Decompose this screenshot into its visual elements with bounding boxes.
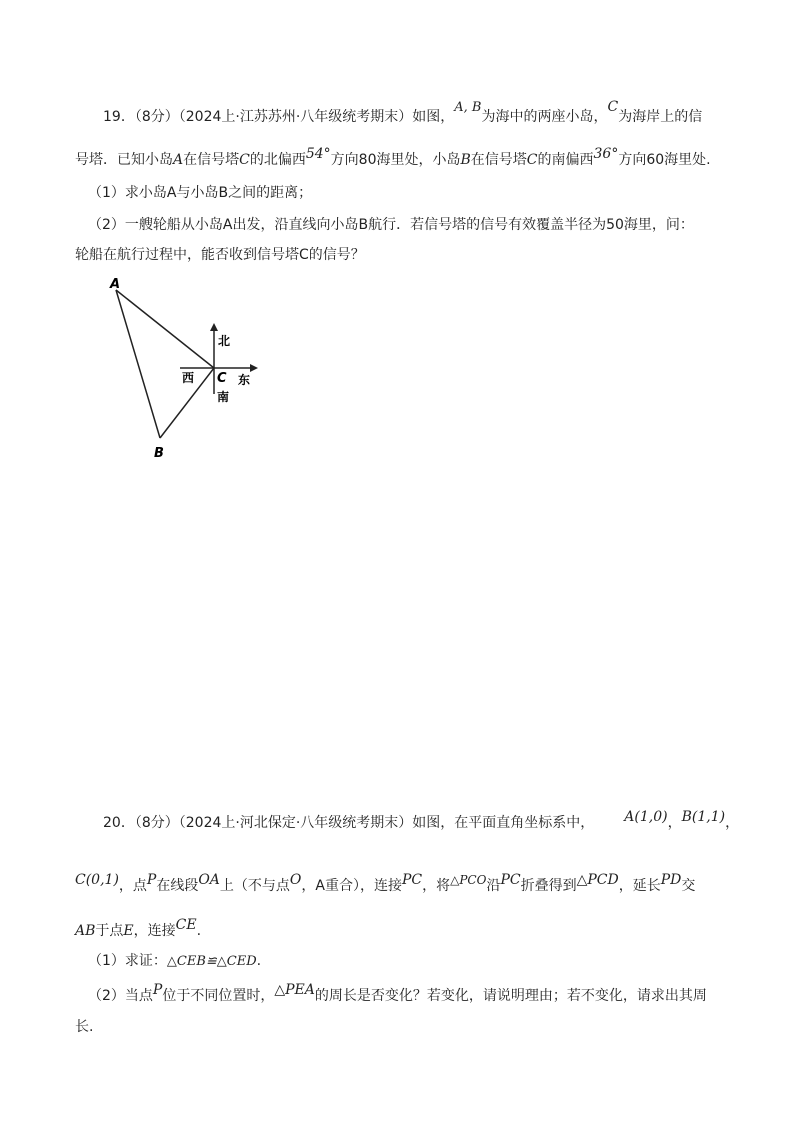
text: 方向60海里处.: [618, 152, 711, 168]
text: 为海岸上的信: [618, 109, 703, 125]
text: 折叠得到: [520, 878, 577, 894]
math-congruence: △CEB≌△CED: [166, 954, 257, 969]
point-b: B(1,1): [681, 809, 726, 825]
text: ，将: [422, 878, 451, 894]
math-a: A: [173, 152, 184, 168]
label-east: 东: [238, 373, 251, 387]
point-c: C(0,1): [75, 872, 119, 888]
text: 的周长是否变化？若变化，请说明理由；若不变化，请求出其周: [314, 988, 707, 1004]
question-number: 20．: [103, 815, 135, 831]
text: 号塔．已知小岛: [75, 152, 173, 168]
math-c: C: [607, 99, 619, 115]
math-pd: PD: [660, 872, 682, 888]
q20-line-2: [75, 872, 740, 896]
q20-part-2: [88, 982, 740, 1006]
label-north: 北: [218, 334, 231, 348]
question-source: （2024上·河北保定·八年级统考期末）如图，在平面直角坐标系中，: [178, 815, 595, 831]
text: 沿: [486, 878, 501, 894]
question-score: （8分）: [134, 109, 179, 125]
label-c: C: [217, 371, 227, 386]
math-triangle-pea: △PEA: [274, 982, 315, 998]
text: 在信号塔: [183, 152, 240, 168]
compass-figure: [100, 272, 280, 467]
text: （1）求证：: [88, 953, 167, 969]
text: ，延长: [618, 878, 661, 894]
math-o: O: [289, 872, 302, 888]
q19-line-1: [103, 99, 740, 128]
label-west: 西: [182, 371, 195, 385]
text: ，: [725, 815, 740, 831]
text: 在线段: [156, 878, 199, 894]
text: ，点: [118, 878, 147, 894]
math-ce: CE: [175, 917, 197, 933]
label-south: 南: [217, 390, 230, 404]
text: 交: [681, 878, 696, 894]
q19-line-2: [75, 146, 740, 170]
angle-36: 36°: [593, 146, 619, 162]
text: .: [196, 923, 202, 939]
point-a: A(1,0): [624, 809, 668, 825]
segment-ac: [116, 290, 214, 368]
text: （2）当点: [88, 988, 153, 1004]
math-ab: A, B: [454, 100, 482, 115]
math-e: E: [123, 923, 134, 939]
angle-54: 54°: [305, 146, 331, 162]
math-c: C: [239, 152, 250, 168]
math-triangle-pco: △PCO: [450, 873, 487, 887]
q20-part-2-cont: 长.: [75, 1019, 94, 1035]
text: 为海中的两座小岛，: [481, 109, 608, 125]
text: ，连接: [133, 923, 176, 939]
question-source: （2024上·江苏苏州·八年级统考期末）如图，: [178, 109, 455, 125]
question-number: 19．: [103, 109, 135, 125]
q20-part-1: [88, 951, 740, 972]
text: 的北偏西: [249, 152, 306, 168]
text: .: [256, 953, 262, 969]
text: 方向80海里处，小岛: [330, 152, 461, 168]
text: 在信号塔: [470, 152, 527, 168]
q19-part-2-cont: 轮船在航行过程中，能否收到信号塔C的信号？: [75, 247, 365, 263]
q19-part-2: （2）一艘轮船从小岛A出发，沿直线向小岛B航行．若信号塔的信号有效覆盖半径为50海里，问：: [88, 217, 694, 233]
q19-part-1: （1）求小岛A与小岛B之间的距离；: [88, 185, 313, 201]
q20-line-1: [103, 809, 740, 833]
math-p: P: [152, 982, 163, 998]
text: 的南偏西: [537, 152, 594, 168]
text: ，A重合），连接: [301, 878, 402, 894]
text: 上（不与点: [219, 878, 290, 894]
math-pc: PC: [401, 872, 423, 888]
math-p: P: [146, 872, 157, 888]
east-arrow: [250, 364, 258, 372]
label-a: A: [110, 277, 121, 292]
segment-ab: [116, 290, 160, 438]
math-oa: OA: [198, 872, 220, 888]
q20-line-3: [75, 917, 740, 941]
math-ab: AB: [75, 923, 96, 939]
north-arrow: [210, 323, 218, 331]
math-pc: PC: [500, 872, 521, 888]
text: 位于不同位置时，: [162, 988, 275, 1004]
question-score: （8分）: [134, 815, 179, 831]
math-b: B: [460, 152, 471, 168]
math-c: C: [526, 152, 538, 168]
text: 于点: [95, 923, 124, 939]
label-b: B: [154, 446, 164, 461]
math-triangle-pcd: △PCD: [576, 872, 619, 888]
text: ，: [667, 815, 682, 831]
